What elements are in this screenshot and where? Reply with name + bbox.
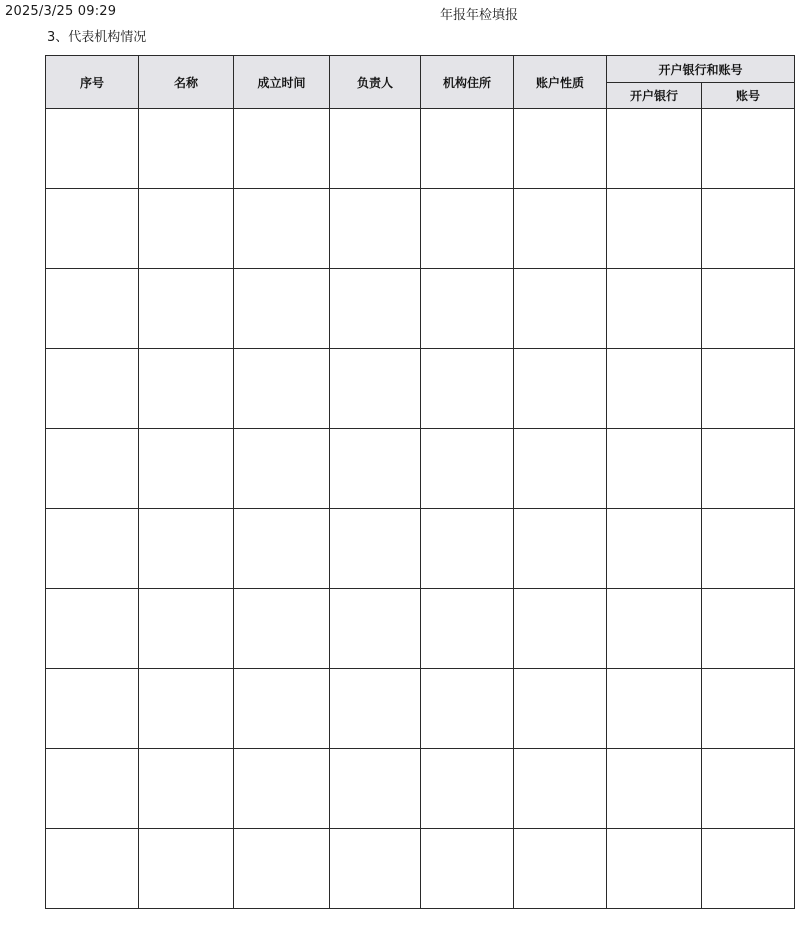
table-row	[46, 749, 795, 829]
column-header-account-no: 账号	[702, 83, 795, 109]
table-row	[46, 269, 795, 349]
table-cell[interactable]	[234, 429, 330, 509]
table-cell[interactable]	[421, 349, 514, 429]
table-cell[interactable]	[702, 749, 795, 829]
table-cell[interactable]	[330, 189, 421, 269]
table-cell[interactable]	[234, 829, 330, 909]
column-header-established: 成立时间	[234, 56, 330, 109]
table-row	[46, 429, 795, 509]
table-cell[interactable]	[702, 349, 795, 429]
table-cell[interactable]	[702, 589, 795, 669]
table-cell[interactable]	[514, 749, 607, 829]
table-cell[interactable]	[607, 589, 702, 669]
table-cell[interactable]	[421, 589, 514, 669]
table-body	[46, 109, 795, 909]
table-cell[interactable]	[607, 829, 702, 909]
table-cell[interactable]	[330, 749, 421, 829]
table-cell[interactable]	[234, 109, 330, 189]
table-cell[interactable]	[46, 189, 139, 269]
table-cell[interactable]	[139, 349, 234, 429]
table-cell[interactable]	[702, 509, 795, 589]
table-header-row	[46, 56, 795, 83]
table-cell[interactable]	[330, 829, 421, 909]
table-row	[46, 829, 795, 909]
table-cell[interactable]	[234, 189, 330, 269]
table-cell[interactable]	[330, 589, 421, 669]
table-cell[interactable]	[607, 189, 702, 269]
column-header-account-nature: 账户性质	[514, 56, 607, 109]
table-cell[interactable]	[702, 189, 795, 269]
table-cell[interactable]	[514, 669, 607, 749]
column-header-name: 名称	[139, 56, 234, 109]
table-cell[interactable]	[139, 189, 234, 269]
table-cell[interactable]	[330, 509, 421, 589]
table-cell[interactable]	[46, 349, 139, 429]
table-cell[interactable]	[46, 429, 139, 509]
table-cell[interactable]	[234, 509, 330, 589]
column-header-bank: 开户银行	[607, 83, 702, 109]
representative-office-table	[45, 55, 795, 909]
column-header-seq: 序号	[46, 56, 139, 109]
table-row	[46, 189, 795, 269]
table-cell[interactable]	[607, 429, 702, 509]
table-cell[interactable]	[421, 269, 514, 349]
table-cell[interactable]	[234, 749, 330, 829]
table-cell[interactable]	[607, 669, 702, 749]
table-cell[interactable]	[702, 829, 795, 909]
table-cell[interactable]	[421, 109, 514, 189]
table-cell[interactable]	[139, 829, 234, 909]
table-cell[interactable]	[139, 269, 234, 349]
table-cell[interactable]	[330, 349, 421, 429]
table-cell[interactable]	[421, 669, 514, 749]
table-cell[interactable]	[514, 109, 607, 189]
table-row	[46, 349, 795, 429]
column-header-address: 机构住所	[421, 56, 514, 109]
table-cell[interactable]	[46, 749, 139, 829]
table-cell[interactable]	[607, 269, 702, 349]
table-cell[interactable]	[139, 669, 234, 749]
table-cell[interactable]	[514, 829, 607, 909]
table-cell[interactable]	[330, 269, 421, 349]
print-timestamp: 2025/3/25 09:29	[5, 4, 117, 19]
table-cell[interactable]	[139, 589, 234, 669]
table-cell[interactable]	[607, 749, 702, 829]
table-cell[interactable]	[330, 669, 421, 749]
table-cell[interactable]	[139, 509, 234, 589]
table-cell[interactable]	[139, 749, 234, 829]
page-title: 年报年检填报	[440, 8, 519, 23]
table-cell[interactable]	[330, 109, 421, 189]
table-cell[interactable]	[607, 109, 702, 189]
table-cell[interactable]	[234, 669, 330, 749]
table-cell[interactable]	[421, 509, 514, 589]
table-row	[46, 109, 795, 189]
table-cell[interactable]	[46, 669, 139, 749]
table-cell[interactable]	[421, 429, 514, 509]
column-header-person-in-charge: 负责人	[330, 56, 421, 109]
table-cell[interactable]	[702, 669, 795, 749]
table-cell[interactable]	[139, 109, 234, 189]
table-cell[interactable]	[702, 109, 795, 189]
table-cell[interactable]	[234, 589, 330, 669]
table-cell[interactable]	[514, 189, 607, 269]
table-cell[interactable]	[234, 349, 330, 429]
table-cell[interactable]	[514, 509, 607, 589]
table-cell[interactable]	[46, 589, 139, 669]
table-cell[interactable]	[139, 429, 234, 509]
section-title: 3、代表机构情况	[47, 30, 147, 45]
table-cell[interactable]	[421, 829, 514, 909]
table-row	[46, 669, 795, 749]
table-cell[interactable]	[421, 749, 514, 829]
table-row	[46, 509, 795, 589]
table-cell[interactable]	[46, 829, 139, 909]
column-header-bank-group: 开户银行和账号	[607, 56, 795, 83]
table-cell[interactable]	[514, 429, 607, 509]
table-cell[interactable]	[46, 509, 139, 589]
table-cell[interactable]	[421, 189, 514, 269]
table-cell[interactable]	[514, 269, 607, 349]
table-cell[interactable]	[607, 349, 702, 429]
table-cell[interactable]	[46, 109, 139, 189]
table-cell[interactable]	[514, 589, 607, 669]
table-cell[interactable]	[330, 429, 421, 509]
table-cell[interactable]	[702, 429, 795, 509]
table-row	[46, 589, 795, 669]
table-cell[interactable]	[46, 269, 139, 349]
table-cell[interactable]	[702, 269, 795, 349]
table-cell[interactable]	[234, 269, 330, 349]
table-cell[interactable]	[607, 509, 702, 589]
table-cell[interactable]	[514, 349, 607, 429]
